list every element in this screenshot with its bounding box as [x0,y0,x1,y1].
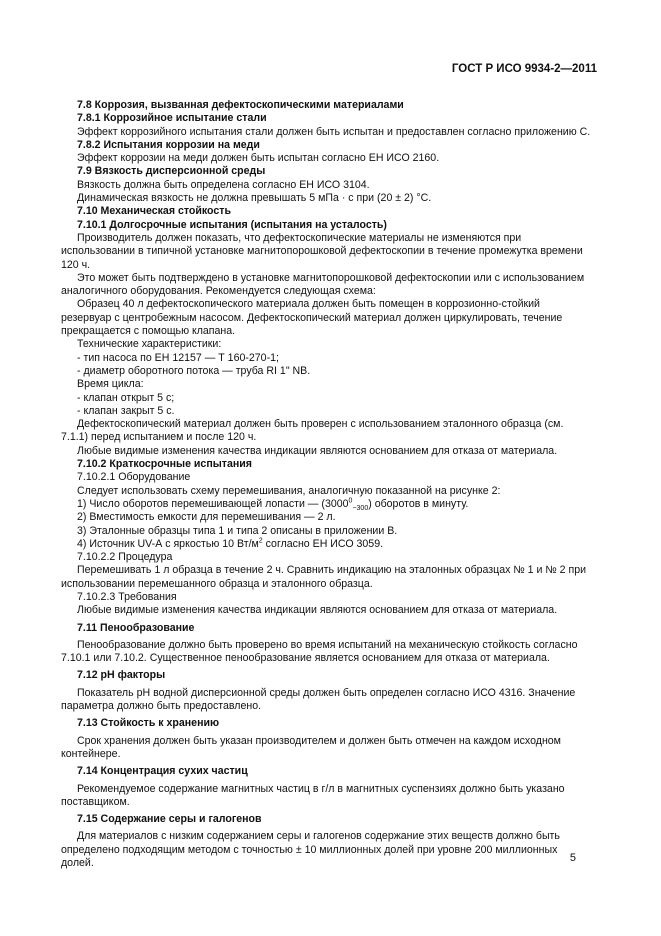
list-item: 3) Эталонные образцы типа 1 и типа 2 описаны в приложении В. [77,524,398,537]
section-heading: 7.12 pH факторы [77,669,166,682]
paragraph: Технические характеристики: [77,338,222,351]
section-heading: 7.15 Содержание серы и галогенов [77,813,262,826]
paragraph: Время цикла: [77,378,144,391]
page-number: 5 [569,852,576,864]
list-item [61,498,591,511]
paragraph: Вязкость должна быть определена согласно ЕН ИСО 3104. [77,178,370,191]
section-heading: 7.9 Вязкость дисперсионной среды [77,165,266,178]
list-item: - клапан закрыт 5 с. [77,404,175,417]
paragraph: Любые видимые изменения качества индикации являются основанием для отказа от материала. [77,444,558,457]
paragraph: Показатель pH водной дисперсионной среды должен быть определен согласно ИСО 4316. Значение параметра должно быть предоставлено. [61,686,576,713]
clause-heading: 7.10.2.2 Процедура [77,551,173,564]
subsection-heading: 7.8.1 Коррозийное испытание стали [77,112,267,125]
document-body [61,99,591,870]
section-heading: 7.10 Механическая стойкость [77,205,231,218]
subsection-heading: 7.10.2 Краткосрочные испытания [77,458,252,471]
paragraph: Это может быть подтверждено в установке магнитопорошковой дефектоскопии или с использованием аналогичного оборудования. Рекомендуется следующая схема: [61,271,585,298]
document-header: ГОСТ Р ИСО 9934-2—2011 [451,63,597,75]
list-item-text: ) оборотов в минуту. [368,497,469,510]
clause-heading: 7.10.2.3 Требования [77,590,177,603]
paragraph: Пенообразование должно быть проверено во время испытаний на механическую стойкость согласно 7.10.1 или 7.10.2. Существенное пенообразование является основанием для отказа от материала. [61,638,578,665]
paragraph: Следует использовать схему перемешивания, аналогичную показанной на рисунке 2: [77,484,501,497]
section-heading: 7.14 Концентрация сухих частиц [77,765,248,778]
list-item: - клапан открыт 5 с; [77,391,175,404]
paragraph: Производитель должен показать, что дефектоскопические материалы не изменяются при использовании в типичной установке магнитопорошковой дефектоскопии в течение промежутка времени 120 ч. [61,231,583,271]
section-heading: 7.13 Стойкость к хранению [77,717,220,730]
section-heading: 7.11 Пенообразование [77,621,195,634]
paragraph: Любые видимые изменения качества индикации являются основанием для отказа от материала. [77,604,558,617]
list-item: - диаметр оборотного потока — труба RI 1" NB. [77,364,311,377]
paragraph: Для материалов с низким содержанием серы и галогенов содержание этих веществ должно быть определено подходящим методом с точностью ± 10 миллионных долей при уровне 200 миллионных долей. [61,830,560,870]
list-item-text: 4) Источник UV-А с яркостью 10 Вт/м [77,537,259,550]
unit-exponent: 2 [258,537,263,545]
list-item: - тип насоса по ЕН 12157 — Т 160-270-1; [77,351,279,364]
paragraph: Дефектоскопический материал должен быть проверен с использованием эталонного образца (см. 7.1.1) перед испытанием и после 120 ч. [61,418,564,444]
subsection-heading: 7.8.2 Испытания коррозии на меди [77,138,260,151]
subsection-heading: 7.10.1 Долгосрочные испытания (испытания на усталость) [77,218,387,231]
paragraph: Эффект коррозии на меди должен быть испытан согласно ЕН ИСО 2160. [77,152,440,165]
paragraph: Срок хранения должен быть указан производителем и должен быть отмечен на каждом исходном контейнере. [61,734,561,760]
paragraph: Перемешивать 1 л образца в течение 2 ч. Сравнить индикацию на эталонных образцах № 1 и № 2 при использовании перемешанного образца и эталонного образца. [61,564,587,590]
paragraph: Образец 40 л дефектоскопического материала должен быть помещен в коррозионно-стойкий резервуар с центробежным насосом. Дефектоскопический материал должен циркулировать, течение прекращается с помощью клапана. [61,298,563,338]
paragraph: Динамическая вязкость не должна превышать 5 мПа · с при (20 ± 2) °С. [77,192,432,205]
list-item [61,538,591,551]
list-item-text: согласно ЕН ИСО 3059. [262,537,384,550]
clause-heading: 7.10.2.1 Оборудование [77,471,191,484]
paragraph: Эффект коррозийного испытания стали должен быть испытан и предоставлен согласно приложению С. [77,125,591,138]
list-item-text: 1) Число оборотов перемешивающей лопасти — (3000 [77,497,349,510]
list-item: 2) Вместимость емкости для перемешивания — 2 л. [77,511,336,524]
section-heading: 7.8 Коррозия, вызванная дефектоскопическими материалами [77,99,404,111]
tolerance-lower: −300 [352,505,369,513]
paragraph: Рекомендуемое содержание магнитных частиц в г/л в магнитных суспензиях должно быть указано поставщиком. [61,782,565,808]
tolerance-upper: 0 [348,497,353,505]
